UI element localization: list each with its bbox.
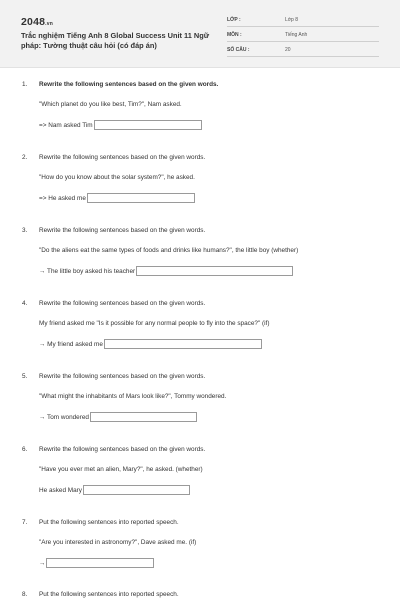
- answer-input[interactable]: [136, 266, 293, 276]
- answer-prefix: He asked Mary: [39, 486, 82, 494]
- question-number: 8.: [22, 591, 28, 598]
- meta-value: 20: [285, 47, 291, 53]
- question-instruction: Rewrite the following sentences based on the given words.: [39, 373, 206, 380]
- answer-line: [39, 412, 197, 422]
- answer-prefix: → Tom wondered: [39, 413, 89, 421]
- answer-line: [39, 266, 293, 276]
- meta-label: LỚP :: [227, 17, 241, 23]
- question-number: 4.: [22, 300, 28, 307]
- question-text: "How do you know about the solar system?", he asked.: [39, 174, 195, 181]
- answer-input[interactable]: [46, 558, 154, 568]
- question-number: 1.: [22, 81, 28, 88]
- answer-line: [39, 485, 190, 495]
- meta-row-subject: [227, 28, 379, 42]
- question-text: "Have you ever met an alien, Mary?", he asked. (whether): [39, 466, 203, 473]
- question-instruction: Rewrite the following sentences based on the given words.: [39, 81, 219, 88]
- answer-prefix: => He asked me: [39, 194, 86, 202]
- site-logo[interactable]: [21, 16, 53, 28]
- answer-prefix: => Nam asked Tim: [39, 121, 93, 129]
- answer-line: [39, 339, 262, 349]
- question-text: "What might the inhabitants of Mars look like?", Tommy wondered.: [39, 393, 227, 400]
- question-number: 5.: [22, 373, 28, 380]
- answer-input[interactable]: [94, 120, 202, 130]
- meta-value: Lớp 8: [285, 17, 299, 23]
- logo-text: 2048: [21, 16, 46, 28]
- answer-prefix: →: [39, 559, 46, 567]
- question-text: "Are you interested in astronomy?", Dave asked me. (if): [39, 539, 197, 546]
- answer-line: [39, 193, 195, 203]
- question-number: 6.: [22, 446, 28, 453]
- answer-input[interactable]: [87, 193, 195, 203]
- question-instruction: Rewrite the following sentences based on the given words.: [39, 446, 206, 453]
- meta-label: SỐ CÂU :: [227, 47, 250, 53]
- question-number: 7.: [22, 519, 28, 526]
- document-title: Trắc nghiệm Tiếng Anh 8 Global Success Unit 11 Ngữ pháp: Tường thuật câu hỏi (có đáp án): [21, 31, 210, 50]
- question-number: 2.: [22, 154, 28, 161]
- question-text: "Do the aliens eat the same types of foods and drinks like humans?", the little boy (whether): [39, 247, 299, 254]
- question-instruction: Rewrite the following sentences based on the given words.: [39, 227, 206, 234]
- question-number: 3.: [22, 227, 28, 234]
- meta-row-class: [227, 13, 379, 27]
- question-instruction: Put the following sentences into reported speech.: [39, 591, 179, 598]
- question-instruction: Rewrite the following sentences based on the given words.: [39, 154, 206, 161]
- logo-suffix: .vn: [45, 21, 53, 27]
- answer-prefix: → The little boy asked his teacher: [39, 267, 136, 275]
- meta-row-count: [227, 43, 379, 57]
- answer-input[interactable]: [90, 412, 197, 422]
- answer-input[interactable]: [104, 339, 262, 349]
- question-instruction: Rewrite the following sentences based on the given words.: [39, 300, 206, 307]
- question-text: My friend asked me "Is it possible for any normal people to fly into the space?" (if): [39, 320, 270, 327]
- question-instruction: Put the following sentences into reported speech.: [39, 519, 179, 526]
- page-header: [0, 0, 400, 68]
- answer-line: [39, 120, 202, 130]
- answer-input[interactable]: [83, 485, 190, 495]
- meta-label: MÔN :: [227, 32, 242, 38]
- meta-info: [227, 13, 379, 58]
- answer-line: [39, 558, 154, 568]
- question-text: "Which planet do you like best, Tim?", Nam asked.: [39, 101, 182, 108]
- answer-prefix: → My friend asked me: [39, 340, 103, 348]
- meta-value: Tiếng Anh: [285, 32, 308, 38]
